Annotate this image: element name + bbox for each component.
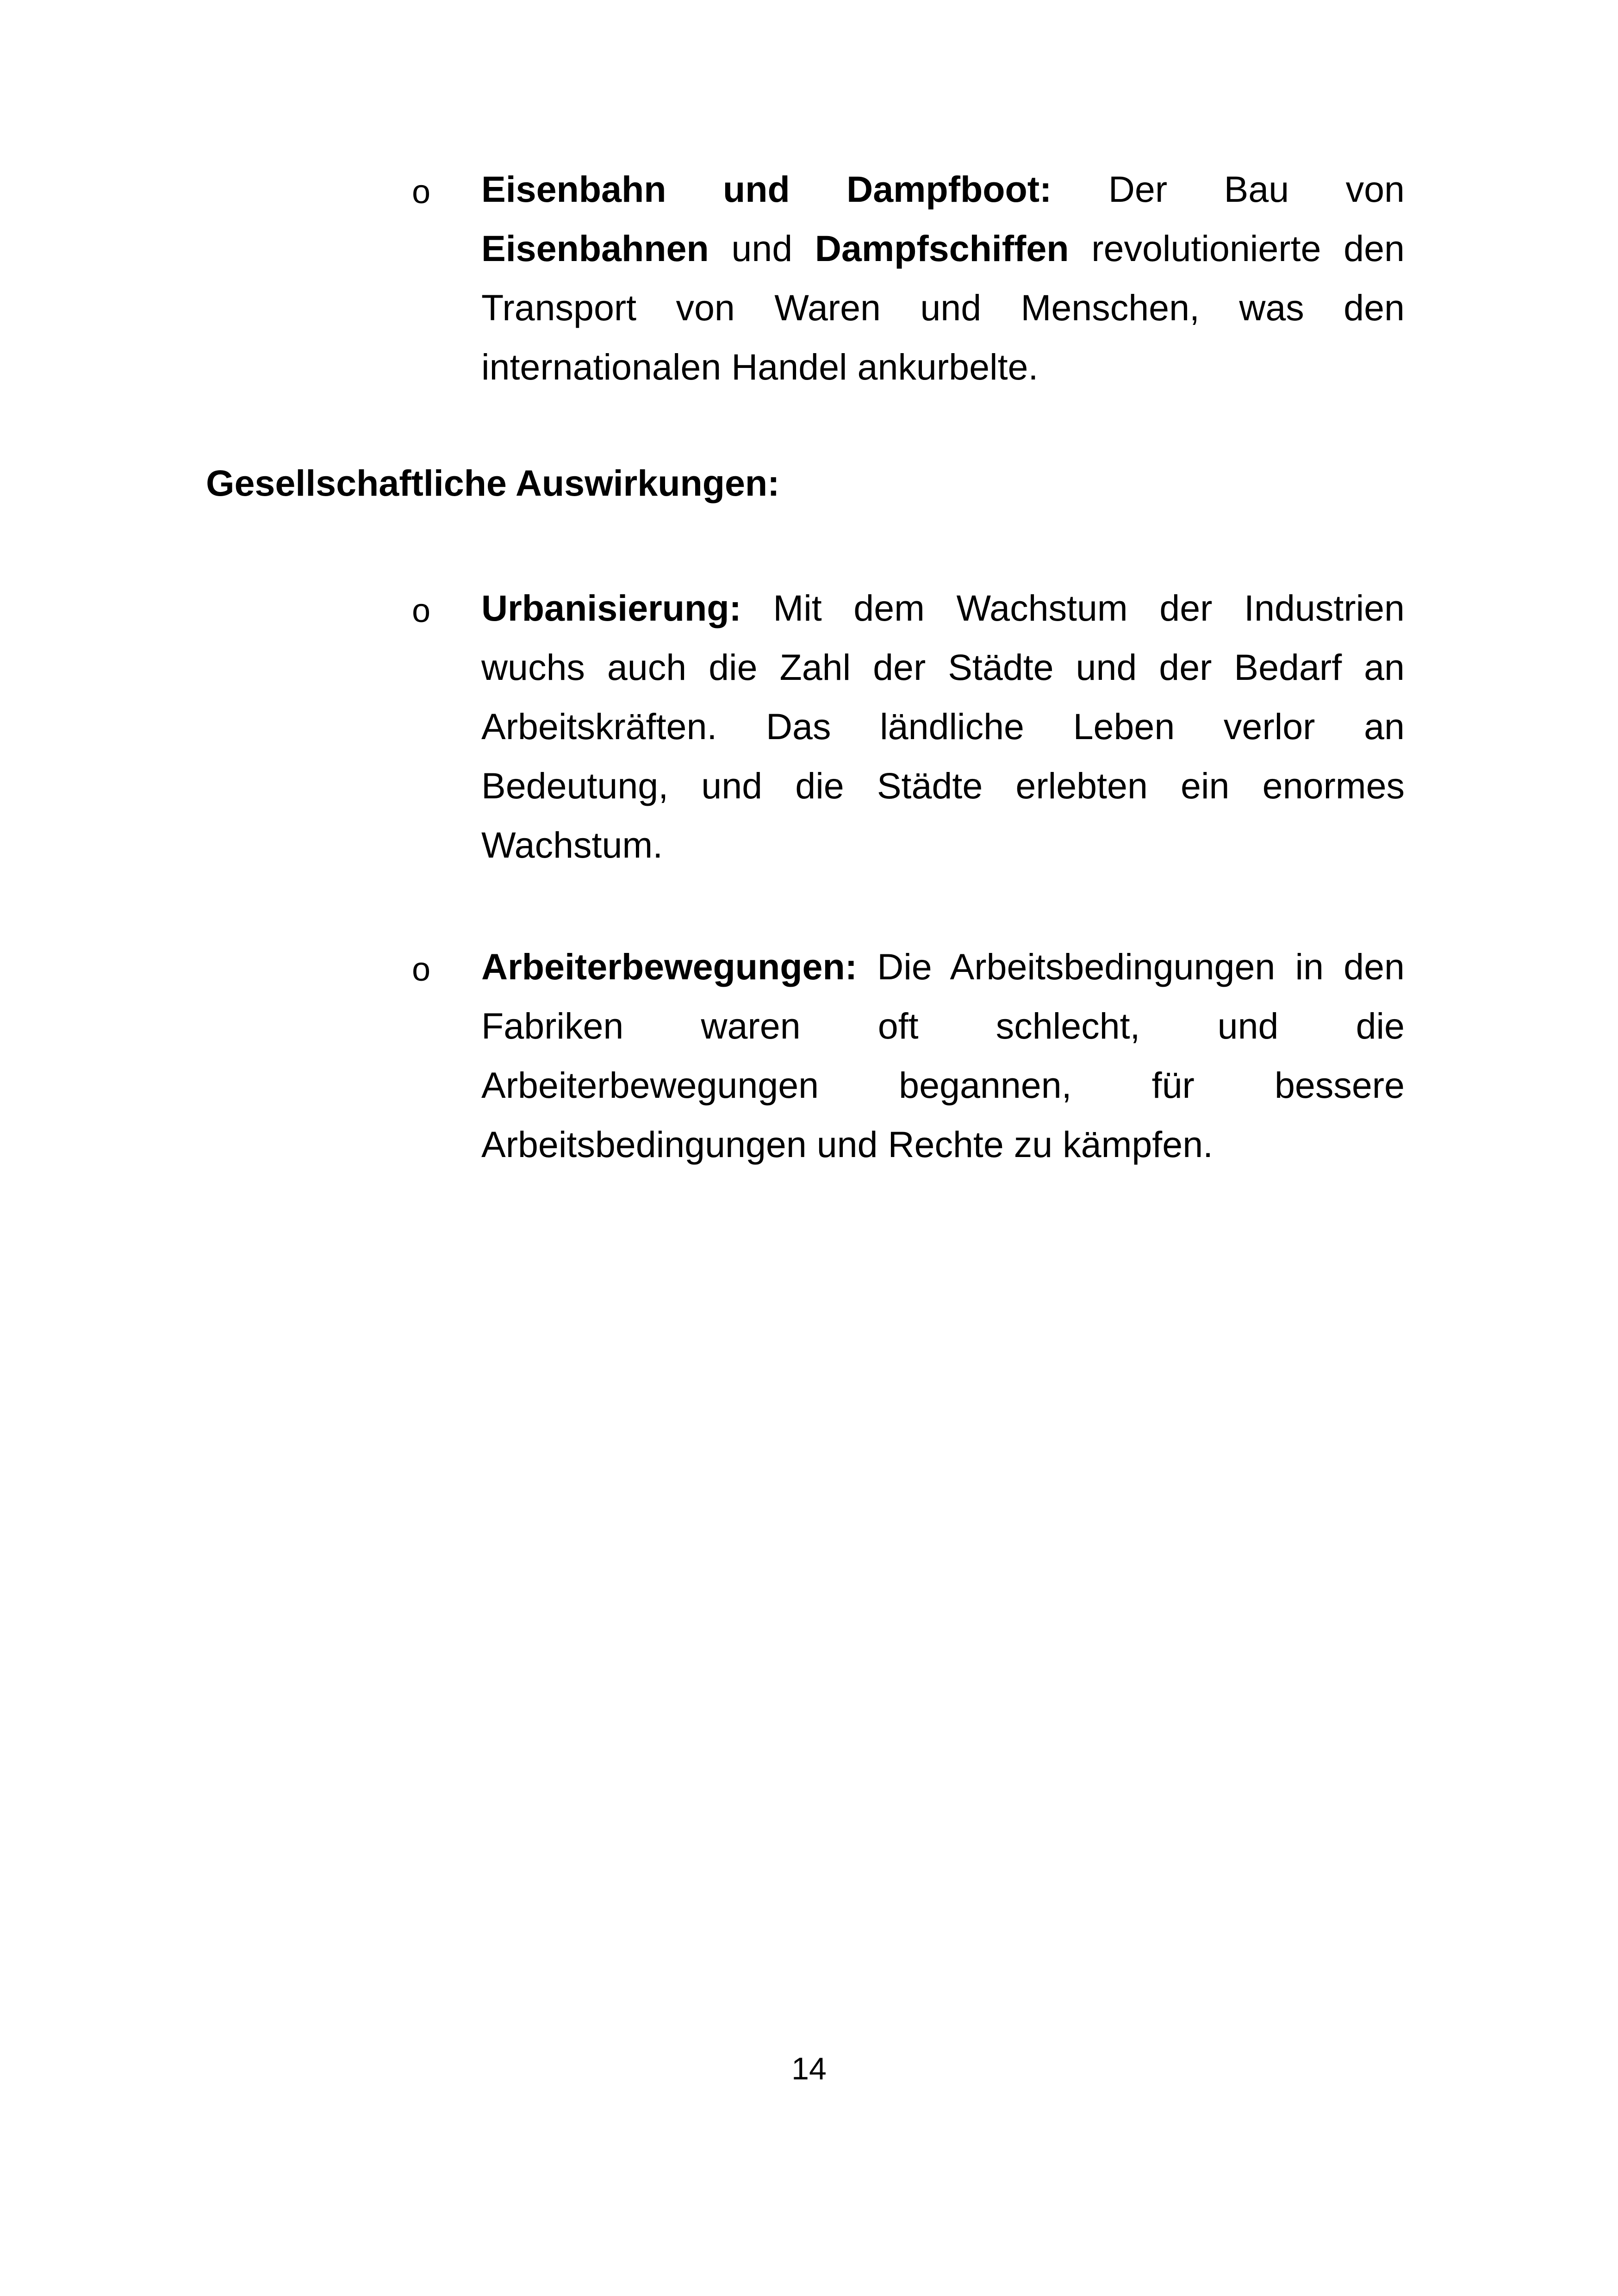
- list-item-text: [481, 579, 1405, 875]
- text-run: Mit dem Wachstum der Industrien wuchs auch die Zahl der Städte und der Bedarf an Arbeitskräften. Das ländliche Leben verlor an Bedeutung, und die Städte erlebten ein enormes Wachstum.: [481, 587, 1405, 865]
- bold-term: Eisenbahnen: [481, 228, 709, 269]
- bullet-marker: o: [412, 174, 431, 211]
- list-item-eisenbahn: [412, 160, 1405, 397]
- bullet-marker: o: [412, 592, 431, 629]
- text-run: Die Arbeitsbedingungen in den Fabriken waren oft schlecht, und die Arbeiterbewegungen begannen, für bessere Arbeitsbedingungen und Rechte zu kämpfen.: [481, 946, 1405, 1165]
- list-item-urbanisierung: [412, 579, 1405, 875]
- text-run: revolutionierte den Transport von Waren und Menschen, was den internationalen Handel ankurbelte.: [481, 228, 1405, 387]
- text-run: und: [709, 228, 815, 269]
- page-number: 14: [791, 2051, 827, 2086]
- text-run: Der Bau von: [1052, 168, 1405, 210]
- section-heading: Gesellschaftliche Auswirkungen:: [206, 462, 780, 504]
- bullet-marker: o: [412, 951, 431, 988]
- bold-term: Dampfschiffen: [815, 228, 1069, 269]
- list-item-arbeiterbewegungen: [412, 937, 1405, 1174]
- list-item-term: Urbanisierung:: [481, 587, 741, 628]
- list-item-text: [481, 937, 1405, 1174]
- list-item-term: Arbeiterbewegungen:: [481, 946, 858, 987]
- list-item-text: [481, 160, 1405, 397]
- list-item-term: Eisenbahn und Dampfboot:: [481, 168, 1052, 210]
